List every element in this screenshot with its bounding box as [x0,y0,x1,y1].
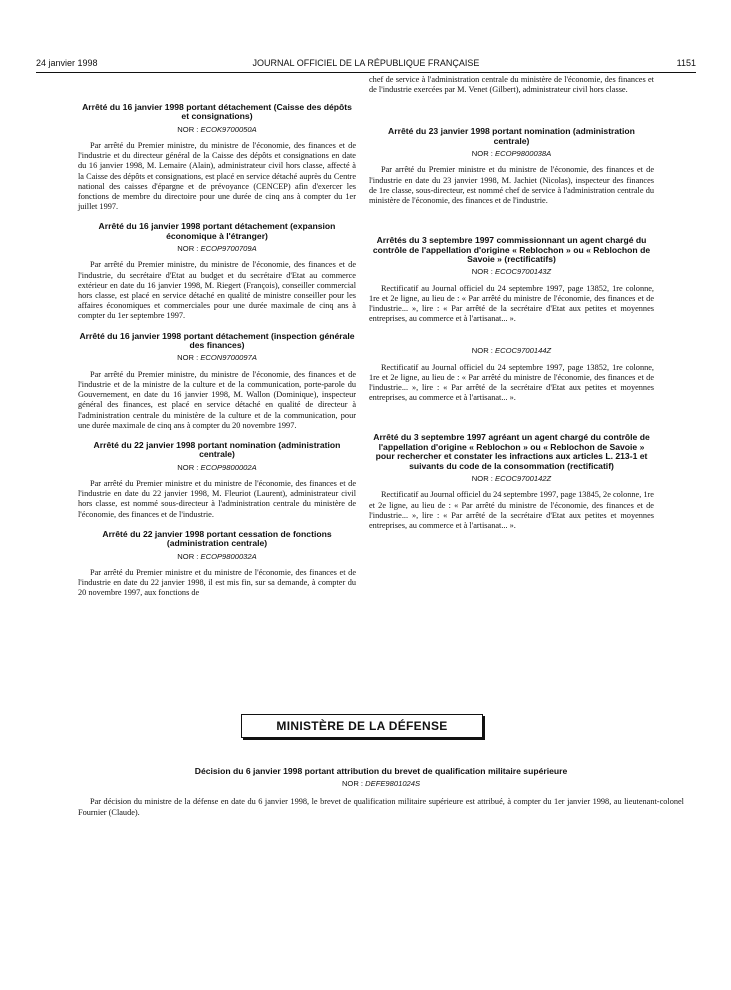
nor-label: NOR : [177,244,199,254]
right-column [369,75,654,531]
nor-code: ECOC9700144Z [495,346,552,356]
article-body: Par arrêté du Premier ministre, du ministre de l'économie, des finances et de l'industrie et de la ministre de la culture et de la communication, porte-parole du Gouvernement, en date du 16 janvier 1998, M. Wallon (Dominique), inspecteur général des finances, est placé en service détaché en qualité de directeur à l'administration centrale du ministère de la culture et de la communication, pour une durée maximale de cinq ans à compter du 20 novembre 1997. [78,369,356,430]
article-continuation [369,75,654,95]
continuation-text: chef de service à l'administration centrale du ministère de l'économie, des finances et de l'industrie exercées par M. Venet (Gilbert), administrateur civil hors classe. [369,75,654,95]
article-body: Rectificatif au Journal officiel du 24 septembre 1997, page 13852, 1re colonne, 1re et 2e ligne, au lieu de : « Par arrêté du ministre de l'économie, des finances et de l'industrie... », lire : « Par arrêté de la secrétaire d'Etat aux petites et moyennes entreprises, au commerce et à l'artisanat... ». [369,362,654,403]
article-brevet-militaire [78,766,684,818]
article-title: Arrêté du 22 janvier 1998 portant cessation de fonctions (administration centrale) [102,528,332,549]
article-body: Par arrêté du Premier ministre, du ministre de l'économie, des finances et de l'industrie, du secrétaire d'Etat au budget et du secrétaire d'Etat au commerce extérieur en date du 16 janvier 1998, M. Riegert (François), conseiller commercial hors classe, est placé en service détaché en qualité de ministre conseiller pour les affaires économiques et commerciales pour une durée maximale de cinq ans à compter du 1er septembre 1997. [78,260,356,321]
nor-reference [78,552,356,562]
nor-code: ECON9700097A [200,353,257,363]
nor-reference [78,244,356,254]
article-body: Par arrêté du Premier ministre, du ministre de l'économie, des finances et de l'industrie et du directeur général de la Caisse des dépôts et consignations en date du 16 janvier 1998, M. Lemaire (Alain), administrateur civil hors classe, affecté à la Caisse des dépôts et consignations, est placé en service détaché auprès du Centre national des caisses d'épargne et de prévoyance (CENCEP) afin d'exercer les fonctions de membre du directoire pour une durée de cinq ans à compter du 1er juillet 1997. [78,141,356,212]
nor-code: ECOC9700142Z [495,474,552,484]
nor-reference [78,779,684,789]
nor-code: ECOC9700143Z [495,267,552,277]
article-title: Arrêté du 16 janvier 1998 portant détachement (Caisse des dépôts et consignations) [82,102,352,122]
nor-code: ECOP9800038A [495,149,552,159]
ministry-heading: MINISTÈRE DE LA DÉFENSE [276,719,448,733]
article-title: Arrêté du 22 janvier 1998 portant nomination (administration centrale) [93,439,341,460]
article-nomination-fleuriot [78,441,356,520]
article-reblochon-agrement [369,433,654,531]
nor-code: ECOP9800032A [200,551,257,561]
article-detachement-expansion [78,222,356,321]
header-rule [36,72,696,73]
nor-reference [369,346,654,356]
nor-reference [369,149,654,159]
nor-reference [78,463,356,473]
article-detachement-igf [78,332,356,431]
nor-code: ECOP9800002A [200,462,257,472]
article-title: Arrêté du 16 janvier 1998 portant détachement (expansion économique à l'étranger) [98,221,336,241]
article-body: Par arrêté du Premier ministre et du ministre de l'économie, des finances et de l'industrie en date du 23 janvier 1998, M. Jachiet (Nicolas), inspecteur des finances de 1re classe, sous-directeur, est nommé chef de service à l'administration centrale du ministère de l'économie, des finances et de l'industrie. [369,165,654,206]
nor-label: NOR : [471,474,493,484]
article-nomination-jachiet [369,127,654,206]
article-title: Arrêté du 16 janvier 1998 portant détachement (inspection générale des finances) [79,330,355,351]
nor-label: NOR : [341,779,364,789]
nor-label: NOR : [471,267,493,277]
nor-label: NOR : [177,551,199,561]
left-column [78,103,356,598]
nor-code: ECOK9700050A [200,124,257,134]
nor-label: NOR : [471,346,493,356]
article-title: Arrêtés du 3 septembre 1997 commissionnant un agent chargé du contrôle de l'appellation d'origine « Reblochon » ou « Reblochon de Savoie » (rectificatifs) [372,235,651,265]
nor-label: NOR : [177,462,199,472]
page-header [36,58,696,72]
article-detachement-cdc [78,103,356,212]
nor-label: NOR : [177,353,199,363]
header-journal-title: JOURNAL OFFICIEL DE LA RÉPUBLIQUE FRANÇAISE [252,58,480,68]
article-body: Par arrêté du Premier ministre et du ministre de l'économie, des finances et de l'industrie en date du 22 janvier 1998, M. Fleuriot (Laurent), administrateur civil hors classe, est nommé sous-directeur à l'administration centrale du ministère de l'économie, des finances et de l'industrie. [78,478,356,519]
nor-reference [369,474,654,484]
article-reblochon-second [369,346,654,403]
article-reblochon-rectificatifs [369,236,654,324]
article-body: Rectificatif au Journal officiel du 24 septembre 1997, page 13845, 2e colonne, 1re et 2e ligne, au lieu de : « Par arrêté du ministre de l'économie, des finances et de l'industrie... », lire : « Par arrêté de la secrétaire d'Etat aux petites et moyennes entreprises, au commerce et à l'artisanat... ». [369,490,654,530]
header-page-number: 1151 [676,58,696,68]
nor-reference [369,267,654,277]
article-title: Arrêté du 23 janvier 1998 portant nomination (administration centrale) [388,126,635,146]
ministry-heading-box [241,714,483,738]
header-date: 24 janvier 1998 [36,58,98,68]
article-title: Arrêté du 3 septembre 1997 agréant un agent chargé du contrôle de l'appellation d'origine « Reblochon » ou « Reblochon de Savoie » pour rechercher et constater les infractions aux articles L. 213-1 et suivants du code de la consommation (rectificatif) [373,432,650,471]
article-title: Décision du 6 janvier 1998 portant attribution du brevet de qualification militaire supérieure [194,766,568,776]
nor-reference [78,125,356,135]
nor-code: ECOP9700709A [200,244,257,254]
article-cessation-fonctions [78,530,356,599]
nor-label: NOR : [177,124,199,134]
article-body: Par décision du ministre de la défense en date du 6 janvier 1998, le brevet de qualification militaire supérieure est attribué, à compter du 1er janvier 1998, au lieutenant-colonel Fournier (Claude). [78,797,684,817]
nor-reference [78,353,356,363]
article-body: Rectificatif au Journal officiel du 24 septembre 1997, page 13852, 1re colonne, 1re et 2e ligne, au lieu de : « Par arrêté du ministre de l'économie, des finances et de l'industrie... », lire : « Par arrêté de la secrétaire d'Etat aux petites et moyennes entreprises, au commerce et à l'artisanat... ». [369,283,654,324]
nor-code: DEFE9801024S [365,779,421,789]
nor-label: NOR : [471,149,493,159]
article-body: Par arrêté du Premier ministre et du ministre de l'économie, des finances et de l'industrie en date du 22 janvier 1998, il est mis fin, sur sa demande, à compter du 20 novembre 1997, aux fonctions de [78,567,356,598]
